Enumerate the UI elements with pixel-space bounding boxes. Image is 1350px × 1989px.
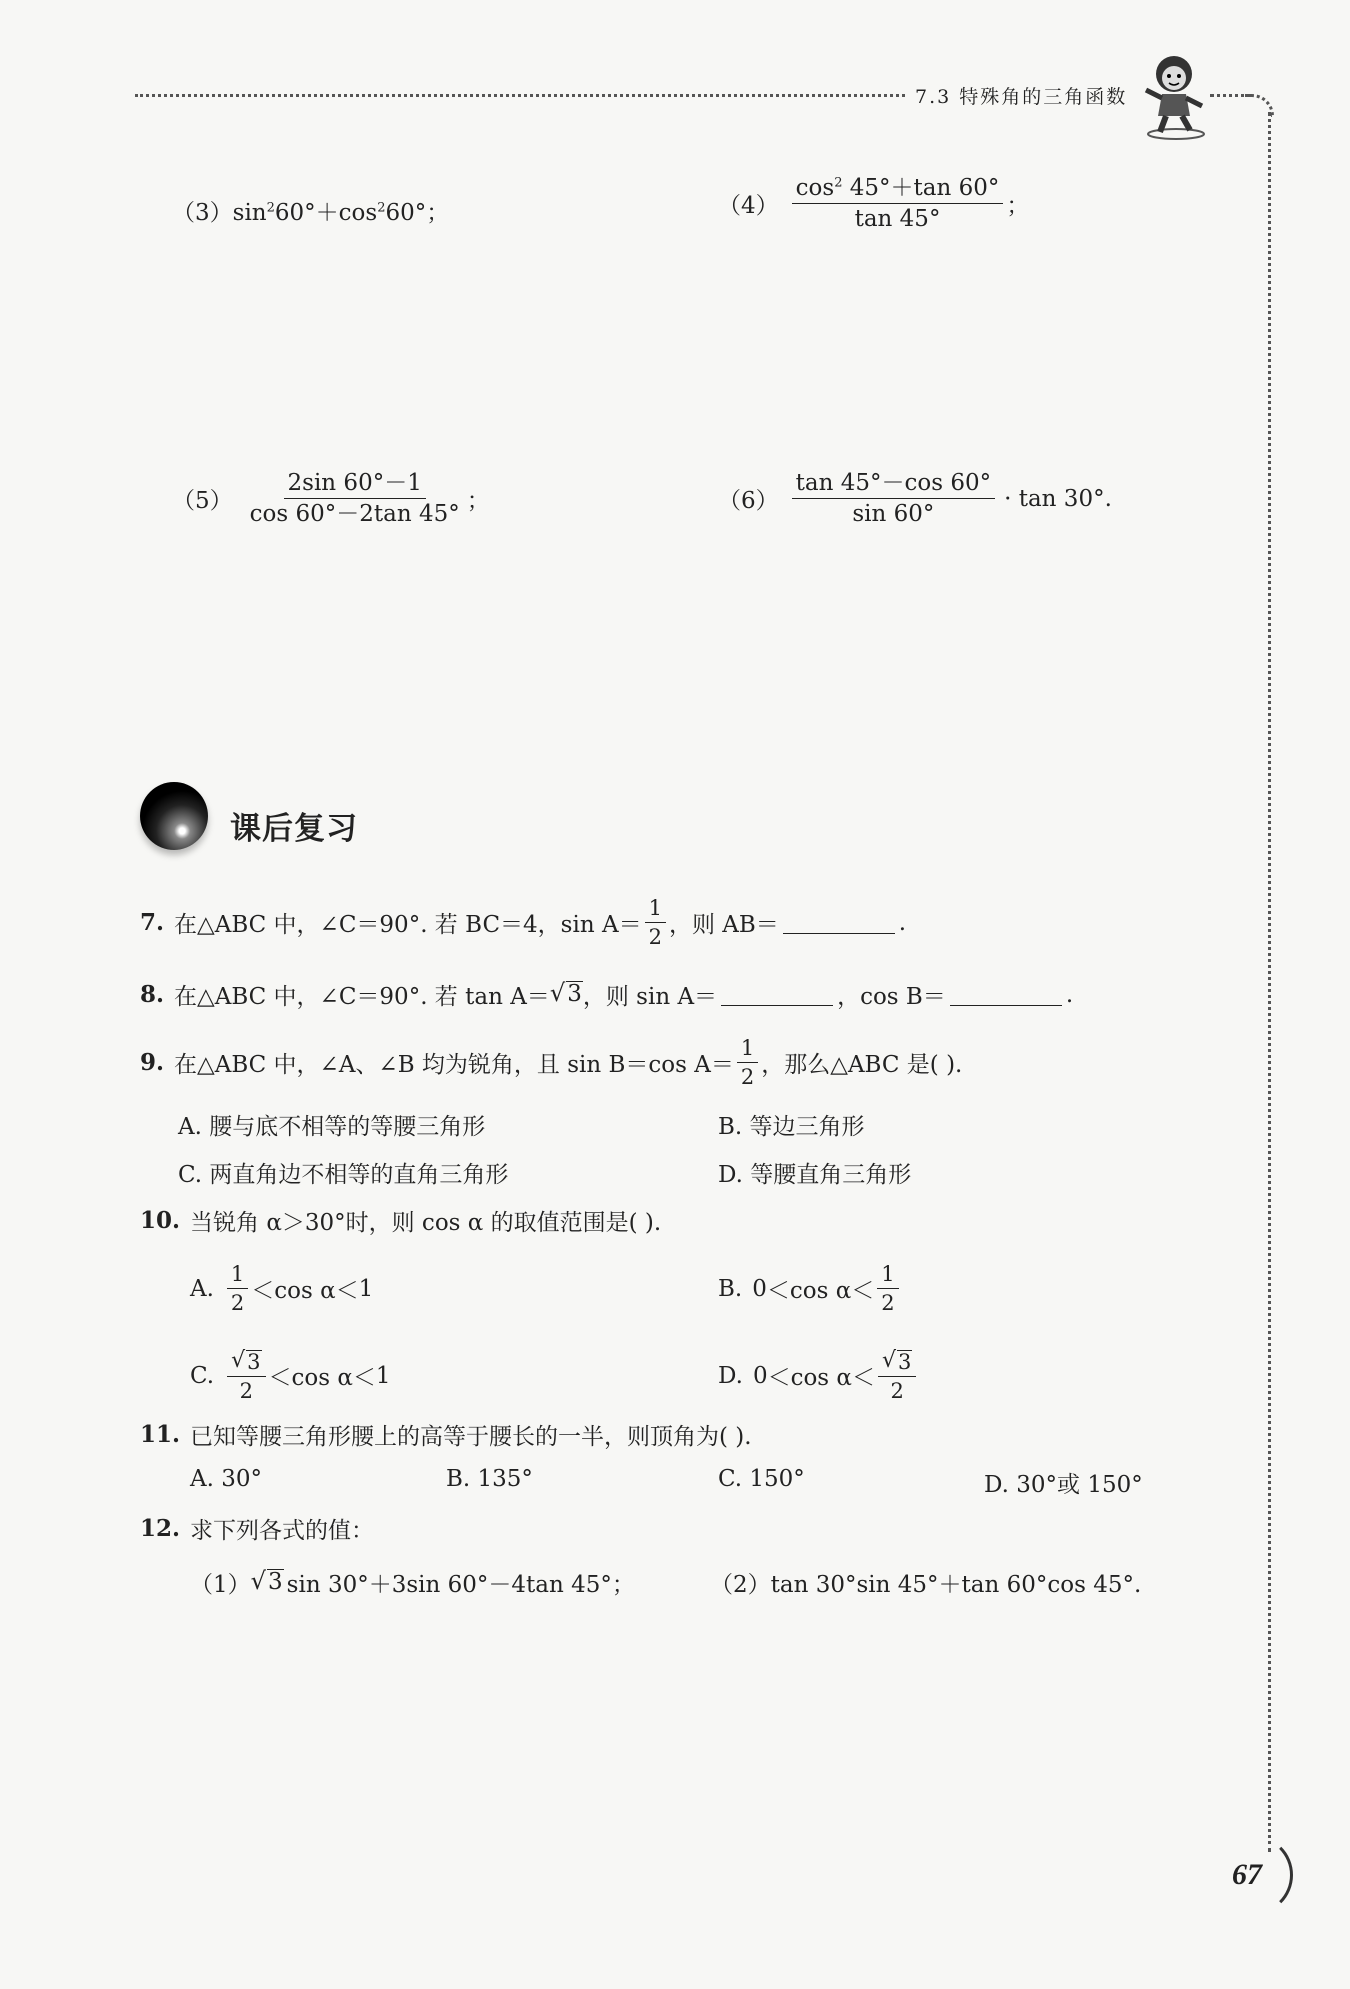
side-border [1268,112,1271,1852]
section-title: 课后复习 [230,811,358,847]
question-11: 11. 已知等腰三角形腰上的高等于腰长的一半，则顶角为( ). [140,1421,752,1450]
q10-option-d[interactable]: D. 0 ＜cos α＜ √ 3 2 [718,1348,919,1403]
q9-option-b[interactable]: B. 等边三角形 [718,1114,865,1140]
exercise-4-numerator: $\cos^2 45^\circ+\tan$ 60° [792,175,1004,204]
page-number: 67 [1232,1858,1262,1891]
q8-sqrt: √ 3 [549,979,582,1008]
header-rule [135,94,905,97]
exercise-6-fraction: $\frac{\tan 45^\circ-\cos 60^\circ}{\sin 60^\circ}$ [792,470,995,528]
q11-option-b[interactable]: B. 135° [446,1466,533,1492]
q10-option-a[interactable]: A. $\frac{1}{2}$ ＜cos α＜ 1 [190,1262,374,1316]
q8-answer-blank-2[interactable] [950,983,1062,1006]
exercise-5: （5） $\frac{2\sin 60^\circ-1}{\cos 60^\circ-2\tan 45^\circ}$ ； [172,470,490,528]
q9-option-a[interactable]: A. 腰与底不相等的等腰三角形 [178,1114,486,1140]
q11-option-a[interactable]: A. 30° [190,1466,262,1492]
q10-option-c[interactable]: C. √ 3 2 ＜cos α＜ 1 [190,1348,391,1404]
q7-fraction: $\frac{1}{2}$ [645,896,666,949]
q10-option-b[interactable]: B. 0 ＜cos α＜ $\frac{1}{2}$ [718,1262,902,1315]
q12-part-2: （2）tan 30°sin 45°＋tan 60°cos 45°. [710,1572,1142,1598]
q8-answer-blank-1[interactable] [721,983,833,1006]
q11-option-c[interactable]: C. 150° [718,1466,805,1492]
q11-option-d[interactable]: D. 30°或 150° [984,1472,1143,1498]
section-heading: 7.3 特殊角的三角函数 [915,86,1128,108]
section-ball-icon [140,782,208,850]
mascot-icon [1138,50,1208,140]
exercise-4-fraction: $\frac{\cos^2 45^\circ+\tan 60^\circ}{\tan 45^\circ}$ [792,175,1004,233]
exercise-3-expr: $\sin^260^\circ+\cos^260^\circ$； [232,200,450,226]
exercise-4: （4） $\frac{\cos^2 45^\circ+\tan 60^\circ}{\tan 45^\circ}$ ； [718,175,1030,233]
q9-fraction: $\frac{1}{2}$ [737,1036,758,1089]
q9-option-d[interactable]: D. 等腰直角三角形 [718,1162,912,1188]
exercise-3: （3） $\sin^260^\circ+\cos^260^\circ$； [172,194,449,227]
question-12: 12. 求下列各式的值： [140,1515,375,1544]
exercise-5-fraction: $\frac{2\sin 60^\circ-1}{\cos 60^\circ-2\tan 45^\circ}$ [249,470,460,528]
q7-answer-blank[interactable] [783,911,895,934]
question-10: 10. 当锐角 α＞30°时，则 cos α 的取值范围是( ). [140,1207,662,1236]
q12-part-1: （1） √ 3 sin 30°＋3sin 60°－4tan 45°； [190,1567,635,1598]
q9-option-c[interactable]: C. 两直角边不相等的直角三角形 [178,1162,509,1188]
exercise-6: （6） $\frac{\tan 45^\circ-\cos 60^\circ}{\sin 60^\circ}$ · tan 30°. [718,470,1112,528]
question-9: 9. 在△ABC 中，∠A、∠B 均为锐角，且 sin B＝cos A＝ $\frac{1}{2}$ ，那么△ABC 是( ). [140,1036,963,1090]
question-8: 8. 在△ABC 中，∠C＝90°. 若 tan A＝ √ 3 ，则 sin A＝ ，cos B＝ . [140,979,1074,1010]
question-7: 7. 在△ABC 中，∠C＝90°. 若 BC＝4，sin A＝ $\frac{1}{2}$ ，则 AB＝ . [140,896,907,950]
